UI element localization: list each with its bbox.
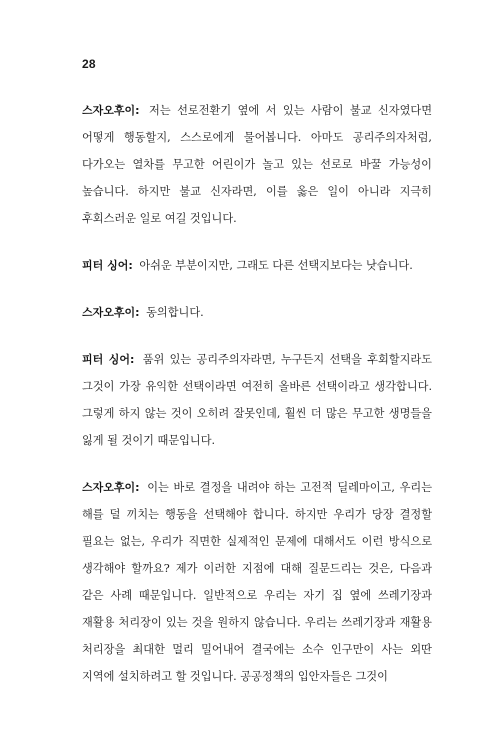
speaker-name: 피터 싱어 [82,353,131,366]
dialogue-body [82,97,432,710]
dialogue-text: 동의합니다. [146,306,204,319]
dialogue-paragraph-4: 피터 싱어: 품위 있는 공리주의자라면, 누구든지 선택을 후회할지라도 그것이 가장 유익한 선택이라면 여전히 올바른 선택이라고 생각합니다. 그렇게 하지 않는 것이 오히려 잘못인데, 훨씬 더 많은 무고한 생명들을 잃게 될 것이기 때문입니다. [82,353,432,447]
dialogue-text: 이는 바로 결정을 내려야 하는 고전적 딜레마이고, 우리는 해를 덜 끼치는 행동을 선택해야 합니다. 하지만 우리가 당장 결정할 필요는 없는, 우리가 직면한 실제적인 문제에 대해서도 이런 방식으로 생각해야 할까요? 제가 이러한 지점에 대해 질문드리는 것은, 다음과 같은 사례 때문입니다. 일반적으로 우리는 자기 집 옆에 쓰레기장과 재활용 처리장이 있는 것을 원하지 않습니다. 우리는 쓰레기장과 재활용 처리장을 최대한 멀리 밀어내어 결국에는 소수 인구만이 사는 외딴 지역에 설치하려고 할 것입니다. 공공정책의 입안자들은 그것이 [82,481,432,683]
dialogue-paragraph-3: 스자오후이: 동의합니다. [82,306,204,319]
speaker-name: 피터 싱어 [82,259,129,272]
dialogue-paragraph-2: 피터 싱어: 아쉬운 부분이지만, 그래도 다른 선택지보다는 낫습니다. [82,259,413,272]
speaker-name: 스자오후이 [82,481,136,494]
speaker-name: 스자오후이 [82,104,136,117]
dialogue-paragraph-1: 스자오후이: 저는 선로전환기 옆에 서 있는 사람이 불교 신자였다면 어떻게 행동할지, 스스로에게 물어봅니다. 아마도 공리주의자처럼, 다가오는 열차를 무고한 어린이가 놀고 있는 선로로 바꿀 가능성이 높습니다. 하지만 불교 신자라면, 이를 옳은 일이 아니라 지극히 후회스러운 일로 여길 것입니다. [82,104,432,225]
dialogue-text: 아쉬운 부분이지만, 그래도 다른 선택지보다는 낫습니다. [139,259,413,272]
speaker-name: 스자오후이 [82,306,136,319]
dialogue-text: 품위 있는 공리주의자라면, 누구든지 선택을 후회할지라도 그것이 가장 유익한 선택이라면 여전히 올바른 선택이라고 생각합니다. 그렇게 하지 않는 것이 오히려 잘못인데, 훨씬 더 많은 무고한 생명들을 잃게 될 것이기 때문입니다. [82,353,432,447]
page-number: 28 [82,57,96,71]
dialogue-paragraph-5: 스자오후이: 이는 바로 결정을 내려야 하는 고전적 딜레마이고, 우리는 해를 덜 끼치는 행동을 선택해야 합니다. 하지만 우리가 당장 결정할 필요는 없는, 우리가 직면한 실제적인 문제에 대해서도 이런 방식으로 생각해야 할까요? 제가 이러한 지점에 대해 질문드리는 것은, 다음과 같은 사례 때문입니다. 일반적으로 우리는 자기 집 옆에 쓰레기장과 재활용 처리장이 있는 것을 원하지 않습니다. 우리는 쓰레기장과 재활용 처리장을 최대한 멀리 밀어내어 결국에는 소수 인구만이 사는 외딴 지역에 설치하려고 할 것입니다. 공공정책의 입안자들은 그것이 [82,481,432,683]
dialogue-text: 저는 선로전환기 옆에 서 있는 사람이 불교 신자였다면 어떻게 행동할지, 스스로에게 물어봅니다. 아마도 공리주의자처럼, 다가오는 열차를 무고한 어린이가 놀고 있는 선로로 바꿀 가능성이 높습니다. 하지만 불교 신자라면, 이를 옳은 일이 아니라 지극히 후회스러운 일로 여길 것입니다. [82,104,432,225]
